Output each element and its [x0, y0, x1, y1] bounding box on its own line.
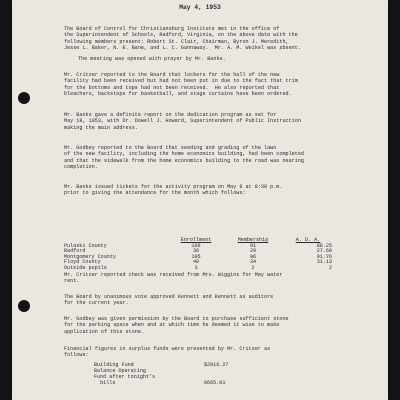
cell-membership: 34: [249, 259, 257, 266]
paragraph-financial: Financial figures in surplus funds were presented by Mr. Critzer as follows:: [64, 346, 271, 359]
header-membership: Membership: [237, 237, 269, 243]
cell-name: Floyd County: [64, 259, 101, 266]
header-ada: A. D. A.: [295, 237, 321, 243]
header-enrollment: Enrollment: [180, 237, 212, 243]
cell-ada: 31.13: [316, 259, 332, 266]
paragraph-water-rent: Mr. Critzer reported check was received from Mrs. Wiggins for May water rent.: [64, 272, 283, 285]
document-date: May 4, 1953: [179, 4, 221, 11]
financial-amount: $2016.27: [204, 362, 229, 368]
punch-hole: [18, 92, 30, 104]
financial-label: Building Fund: [94, 362, 134, 368]
cell-ada: 91.76: [316, 253, 332, 260]
attendance-table: [64, 238, 332, 272]
cell-enrollment: 106: [191, 242, 201, 249]
paragraph-auditors: The Board by unanimous vote approved Kennett and Kennett as auditors for the current year.: [64, 294, 274, 307]
cell-name: Pulaski County: [64, 242, 107, 249]
cell-ada: 27.60: [316, 248, 332, 255]
paragraph-tickets: Mr. Banks issued tickets for the activity program on May 8 at 8:30 p.m. prior to giving the attendance for the month which follows:: [64, 184, 283, 197]
cell-enrollment: 3: [194, 264, 198, 271]
punch-hole: [18, 300, 30, 312]
list-item: [94, 380, 254, 386]
paragraph-lawn-report: Mr. Godbey reported to the Board that seeding and grading of the lawn of the new facility, including the home economics building, had been completed and that the sidewalk from the home economics building to the road was nearing completion.: [64, 145, 304, 171]
financial-figures: [94, 362, 254, 386]
cell-enrollment: 105: [191, 253, 201, 260]
cell-membership: 29: [249, 248, 257, 255]
paragraph-prayer: The meeting was opened with prayer by Mr. Banks.: [78, 56, 226, 62]
cell-name: Radford: [64, 248, 86, 255]
table-row: [64, 266, 332, 272]
cell-name: Outside pupils: [64, 264, 107, 271]
financial-label: Fund after tonight's: [94, 374, 156, 381]
cell-enrollment: 36: [192, 248, 200, 255]
cell-membership: 91: [249, 242, 257, 249]
cell-ada: 88.25: [316, 242, 332, 249]
financial-label: Balance Operating: [94, 368, 146, 375]
cell-membership: 96: [249, 253, 257, 260]
financial-amount: 6665.01: [204, 380, 226, 387]
paragraph-meeting-attendees: The Board of Control for Christiansburg Institute met in the office of the Superintendent of Schools, Radford, Virginia, on the above date with the following members present: Robert St. Clair, Chairman, Byron J. Meredith, Jesse L. Baker, N. E. Bane, and L. C. Gannaway. Mr. A. M. Weikel was absent.: [64, 26, 301, 52]
cell-enrollment: 40: [192, 259, 200, 266]
cell-ada: 2: [328, 264, 332, 271]
paragraph-lockers-report: Mr. Critzer reported to the Board that lockers for the hall of the new facility had been received but had not been put in due to the fact that trim for the bottoms and tops had not been received. He also reported that bleachers, backstops for basketball, and stage curtains have been ordered.: [64, 72, 298, 98]
cell-name: Montgomery County: [64, 253, 116, 260]
document-page: [12, 0, 388, 400]
cell-membership: 2: [251, 264, 255, 271]
paragraph-stone-purchase: Mr. Godbey was given permission by the Board to purchase sufficient stone for the parking space when and at which time he deemed it wise to make application of this stone.: [64, 316, 289, 335]
financial-label: bills: [94, 380, 116, 387]
paragraph-dedication: Mr. Banks gave a definite report on the dedication program as set for May 18, 1953, with Dr. Dowell J. Howard, Superintendent of Public Instruction making the main address.: [64, 112, 301, 131]
